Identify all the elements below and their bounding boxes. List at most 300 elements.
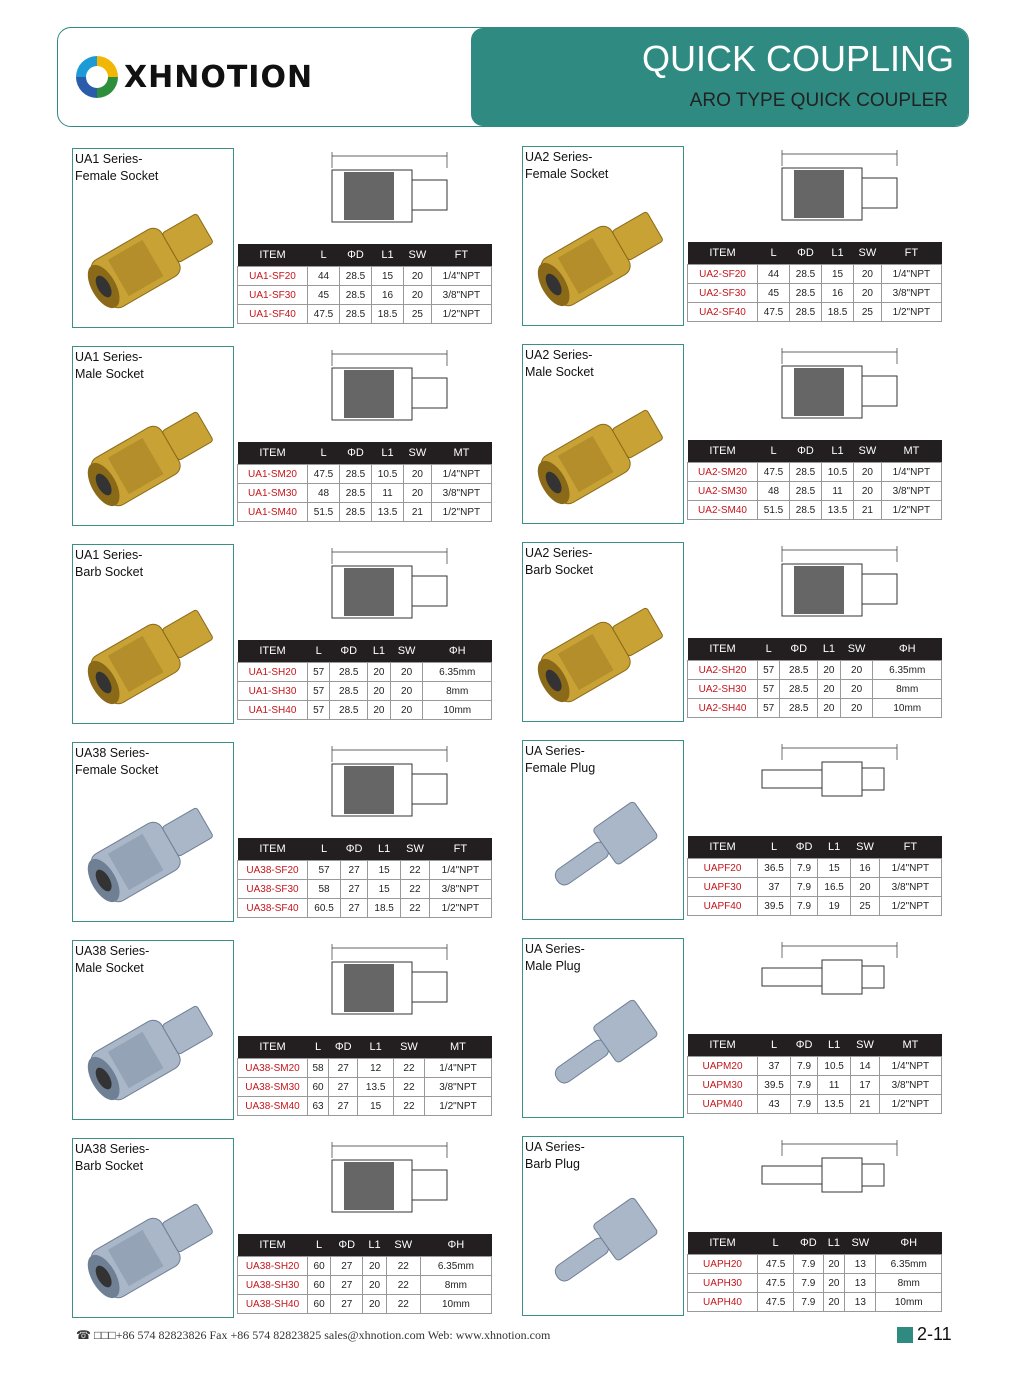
column-header: ITEM — [238, 1036, 308, 1059]
column-header: ITEM — [238, 838, 308, 861]
spec-value: 57 — [308, 701, 330, 720]
coupler-illustration — [528, 389, 678, 519]
product-section — [507, 740, 977, 920]
column-header: L — [758, 1232, 794, 1255]
spec-value: 15 — [368, 861, 401, 880]
spec-value: 20 — [818, 699, 841, 718]
product-photo — [522, 740, 684, 920]
product-photo — [72, 148, 234, 328]
spec-value: 20 — [854, 284, 882, 303]
column-header: L — [758, 638, 780, 661]
column-header: L — [308, 838, 341, 861]
column-header: SW — [851, 836, 880, 859]
spec-value: 15 — [358, 1097, 394, 1116]
spec-table — [687, 1034, 942, 1114]
column-header: ITEM — [688, 1232, 758, 1255]
table-row — [238, 1295, 492, 1314]
technical-drawing — [732, 938, 932, 1028]
brand-name: XHNOTION — [124, 59, 314, 95]
spec-value: 7.9 — [791, 1076, 818, 1095]
table-row — [688, 1293, 942, 1312]
spec-value: 18.5 — [372, 305, 404, 324]
spec-value: 51.5 — [758, 501, 790, 520]
column-header: L — [308, 1036, 329, 1059]
spec-value: 20 — [818, 661, 841, 680]
column-header: SW — [854, 242, 882, 265]
spec-value: 20 — [363, 1257, 386, 1276]
coupler-illustration — [78, 985, 228, 1115]
item-code: UA1-SM40 — [238, 503, 308, 522]
spec-value: 48 — [758, 482, 790, 501]
spec-value: 28.5 — [340, 305, 372, 324]
column-header: ITEM — [688, 836, 758, 859]
column-header: ΦD — [341, 838, 368, 861]
spec-value: 39.5 — [758, 897, 791, 916]
item-code: UA2-SF20 — [688, 265, 758, 284]
spec-value: 47.5 — [758, 303, 790, 322]
column-header: ΦH — [873, 638, 942, 661]
spec-value: 20 — [404, 286, 432, 305]
column-header: L — [308, 1234, 331, 1257]
spec-value: 21 — [851, 1095, 880, 1114]
technical-drawing — [732, 740, 932, 830]
item-code: UA1-SH40 — [238, 701, 308, 720]
spec-value: 51.5 — [308, 503, 340, 522]
item-code: UAPH20 — [688, 1255, 758, 1274]
spec-table — [687, 638, 942, 718]
spec-value: 28.5 — [340, 286, 372, 305]
spec-value: 28.5 — [790, 284, 822, 303]
spec-value: 1/4"NPT — [881, 265, 941, 284]
spec-value: 45 — [758, 284, 790, 303]
column-header: L1 — [363, 1234, 386, 1257]
spec-value: 47.5 — [758, 1274, 794, 1293]
column-header: SW — [845, 1232, 876, 1255]
item-code: UA38-SM40 — [238, 1097, 308, 1116]
spec-value: 27 — [341, 880, 368, 899]
table-row — [238, 305, 492, 324]
column-header: ΦD — [780, 638, 818, 661]
spec-value: 10mm — [876, 1293, 942, 1312]
table-row — [238, 1257, 492, 1276]
spec-value: 20 — [390, 701, 423, 720]
product-section — [57, 1138, 527, 1318]
spec-value: 1/4"NPT — [881, 463, 941, 482]
table-row — [688, 680, 942, 699]
column-header: SW — [401, 838, 430, 861]
item-code: UA2-SM30 — [688, 482, 758, 501]
spec-value: 3/8"NPT — [881, 284, 941, 303]
spec-value: 8mm — [873, 680, 942, 699]
column-header: L1 — [372, 442, 404, 465]
item-code: UA1-SM30 — [238, 484, 308, 503]
product-section — [57, 940, 527, 1120]
coupler-illustration — [78, 391, 228, 521]
spec-value: 8mm — [423, 682, 492, 701]
coupler-illustration — [78, 787, 228, 917]
table-row — [688, 878, 942, 897]
table-row — [688, 303, 942, 322]
footer-contact: ☎ □□□+86 574 82823826 Fax +86 574 82823825 sales@xhnotion.com Web: www.xhnotion.com — [76, 1328, 551, 1342]
spec-value: 13.5 — [358, 1078, 394, 1097]
spec-value: 22 — [394, 1059, 425, 1078]
spec-value: 6.35mm — [873, 661, 942, 680]
technical-drawing — [282, 940, 482, 1030]
spec-value: 47.5 — [308, 305, 340, 324]
technical-drawing — [732, 542, 932, 632]
spec-value: 20 — [823, 1255, 845, 1274]
item-code: UA38-SH20 — [238, 1257, 308, 1276]
spec-value: 28.5 — [340, 267, 372, 286]
item-code: UA2-SH30 — [688, 680, 758, 699]
spec-value: 60.5 — [308, 899, 341, 918]
spec-value: 27 — [331, 1276, 363, 1295]
spec-value: 16 — [372, 286, 404, 305]
spec-value: 13 — [845, 1255, 876, 1274]
spec-value: 20 — [390, 682, 423, 701]
series-label: UA38 Series- Barb Socket — [75, 1142, 150, 1173]
column-header: SW — [404, 442, 432, 465]
spec-value: 21 — [404, 503, 432, 522]
item-code: UA2-SH20 — [688, 661, 758, 680]
table-row — [238, 1078, 492, 1097]
column-header: ITEM — [238, 244, 308, 267]
spec-value: 20 — [368, 701, 391, 720]
column-header: ITEM — [688, 242, 758, 265]
column-header: L1 — [372, 244, 404, 267]
spec-table — [237, 1234, 492, 1314]
column-header: SW — [851, 1034, 880, 1057]
column-header: MT — [881, 440, 941, 463]
spec-value: 20 — [840, 680, 873, 699]
column-header: MT — [424, 1036, 491, 1059]
table-row — [688, 699, 942, 718]
spec-value: 47.5 — [758, 1255, 794, 1274]
item-code: UA2-SM40 — [688, 501, 758, 520]
spec-value: 7.9 — [791, 897, 818, 916]
column-header: ITEM — [238, 1234, 308, 1257]
table-row — [238, 861, 492, 880]
column-header: ΦH — [420, 1234, 491, 1257]
spec-value: 28.5 — [790, 303, 822, 322]
column-header: L1 — [818, 836, 851, 859]
spec-value: 37 — [758, 878, 791, 897]
spec-value: 22 — [401, 899, 430, 918]
table-row — [238, 880, 492, 899]
item-code: UA1-SM20 — [238, 465, 308, 484]
column-header: MT — [431, 442, 491, 465]
spec-value: 13.5 — [822, 501, 854, 520]
technical-drawing — [732, 146, 932, 236]
spec-value: 63 — [308, 1097, 329, 1116]
table-row — [688, 284, 942, 303]
spec-value: 3/8"NPT — [431, 286, 491, 305]
spec-value: 25 — [851, 897, 880, 916]
spec-value: 60 — [308, 1276, 331, 1295]
coupler-illustration — [528, 983, 678, 1113]
technical-drawing — [732, 1136, 932, 1226]
product-photo — [522, 1136, 684, 1316]
spec-value: 57 — [308, 682, 330, 701]
spec-table — [237, 244, 492, 324]
table-row — [238, 682, 492, 701]
item-code: UA1-SH20 — [238, 663, 308, 682]
table-row — [688, 897, 942, 916]
spec-value: 20 — [363, 1276, 386, 1295]
spec-value: 58 — [308, 1059, 329, 1078]
series-label: UA2 Series- Male Socket — [525, 348, 594, 379]
product-section — [507, 938, 977, 1118]
spec-value: 7.9 — [794, 1293, 824, 1312]
spec-value: 57 — [308, 663, 330, 682]
spec-value: 20 — [840, 699, 873, 718]
column-header: L1 — [368, 640, 391, 663]
spec-value: 45 — [308, 286, 340, 305]
item-code: UAPF40 — [688, 897, 758, 916]
spec-value: 57 — [758, 680, 780, 699]
spec-value: 1/4"NPT — [879, 1057, 941, 1076]
item-code: UA38-SF30 — [238, 880, 308, 899]
column-header: L1 — [822, 242, 854, 265]
column-header: ΦH — [876, 1232, 942, 1255]
spec-value: 28.5 — [780, 680, 818, 699]
series-label: UA2 Series- Barb Socket — [525, 546, 594, 577]
spec-value: 20 — [854, 265, 882, 284]
column-header: ΦH — [423, 640, 492, 663]
item-code: UA38-SF20 — [238, 861, 308, 880]
spec-value: 1/4"NPT — [431, 267, 491, 286]
spec-value: 28.5 — [330, 701, 368, 720]
coupler-illustration — [78, 193, 228, 323]
product-photo — [522, 542, 684, 722]
spec-value: 28.5 — [780, 699, 818, 718]
spec-value: 28.5 — [340, 465, 372, 484]
spec-value: 27 — [331, 1295, 363, 1314]
column-header: L — [758, 1034, 791, 1057]
table-row — [688, 1255, 942, 1274]
table-row — [688, 1076, 942, 1095]
spec-value: 8mm — [876, 1274, 942, 1293]
spec-value: 6.35mm — [423, 663, 492, 682]
column-header: L — [308, 244, 340, 267]
spec-value: 8mm — [420, 1276, 491, 1295]
item-code: UAPM30 — [688, 1076, 758, 1095]
column-header: SW — [390, 640, 423, 663]
table-row — [688, 501, 942, 520]
item-code: UA2-SF40 — [688, 303, 758, 322]
spec-value: 27 — [329, 1078, 358, 1097]
spec-value: 6.35mm — [876, 1255, 942, 1274]
spec-value: 16 — [851, 859, 880, 878]
spec-value: 15 — [372, 267, 404, 286]
item-code: UAPH40 — [688, 1293, 758, 1312]
spec-value: 28.5 — [790, 482, 822, 501]
spec-value: 13 — [845, 1274, 876, 1293]
table-row — [238, 899, 492, 918]
spec-value: 22 — [401, 880, 430, 899]
spec-value: 22 — [386, 1295, 420, 1314]
item-code: UA38-SH30 — [238, 1276, 308, 1295]
series-label: UA1 Series- Male Socket — [75, 350, 144, 381]
spec-value: 20 — [854, 463, 882, 482]
spec-table — [687, 1232, 942, 1312]
spec-value: 47.5 — [758, 1293, 794, 1312]
spec-value: 15 — [368, 880, 401, 899]
table-row — [688, 859, 942, 878]
spec-value: 44 — [758, 265, 790, 284]
product-photo — [522, 146, 684, 326]
table-row — [238, 484, 492, 503]
column-header: L — [758, 242, 790, 265]
column-header: FT — [429, 838, 491, 861]
spec-value: 27 — [329, 1097, 358, 1116]
spec-value: 3/8"NPT — [879, 878, 941, 897]
spec-value: 20 — [851, 878, 880, 897]
spec-value: 27 — [341, 861, 368, 880]
column-header: ITEM — [238, 442, 308, 465]
spec-value: 47.5 — [308, 465, 340, 484]
technical-drawing — [282, 1138, 482, 1228]
spec-value: 37 — [758, 1057, 791, 1076]
product-section — [507, 146, 977, 326]
item-code: UAPH30 — [688, 1274, 758, 1293]
item-code: UAPF20 — [688, 859, 758, 878]
spec-value: 10mm — [873, 699, 942, 718]
column-header: SW — [840, 638, 873, 661]
spec-table — [687, 440, 942, 520]
column-header: L1 — [358, 1036, 394, 1059]
table-row — [238, 1097, 492, 1116]
spec-value: 1/2"NPT — [879, 1095, 941, 1114]
spec-value: 7.9 — [794, 1274, 824, 1293]
spec-value: 22 — [394, 1097, 425, 1116]
product-section — [507, 1136, 977, 1316]
spec-value: 28.5 — [330, 663, 368, 682]
table-row — [238, 286, 492, 305]
column-header: MT — [879, 1034, 941, 1057]
item-code: UA1-SF40 — [238, 305, 308, 324]
spec-value: 48 — [308, 484, 340, 503]
spec-value: 27 — [329, 1059, 358, 1078]
item-code: UA38-SF40 — [238, 899, 308, 918]
table-row — [238, 465, 492, 484]
spec-value: 1/2"NPT — [881, 501, 941, 520]
spec-value: 20 — [404, 484, 432, 503]
column-header: ITEM — [688, 1034, 758, 1057]
spec-value: 28.5 — [340, 484, 372, 503]
spec-value: 15 — [822, 265, 854, 284]
column-header: FT — [881, 242, 941, 265]
item-code: UA1-SH30 — [238, 682, 308, 701]
spec-value: 57 — [758, 699, 780, 718]
spec-value: 22 — [386, 1257, 420, 1276]
technical-drawing — [282, 742, 482, 832]
column-header: L — [308, 640, 330, 663]
table-row — [238, 663, 492, 682]
table-row — [688, 463, 942, 482]
column-header: SW — [386, 1234, 420, 1257]
column-header: SW — [404, 244, 432, 267]
column-header: ΦD — [794, 1232, 824, 1255]
column-header: ΦD — [791, 1034, 818, 1057]
spec-table — [687, 836, 942, 916]
product-photo — [72, 940, 234, 1120]
column-header: ΦD — [790, 440, 822, 463]
column-header: L1 — [368, 838, 401, 861]
spec-value: 16.5 — [818, 878, 851, 897]
brand-logo-icon — [72, 52, 122, 102]
spec-value: 22 — [394, 1078, 425, 1097]
page-title: QUICK COUPLING — [641, 38, 954, 79]
spec-value: 27 — [341, 899, 368, 918]
column-header: ITEM — [238, 640, 308, 663]
product-photo — [72, 742, 234, 922]
column-header: L1 — [822, 440, 854, 463]
spec-value: 3/8"NPT — [429, 880, 491, 899]
series-label: UA Series- Barb Plug — [525, 1140, 585, 1171]
table-row — [238, 1059, 492, 1078]
spec-value: 47.5 — [758, 463, 790, 482]
spec-value: 11 — [822, 482, 854, 501]
item-code: UA1-SF30 — [238, 286, 308, 305]
product-photo — [72, 346, 234, 526]
spec-value: 20 — [854, 482, 882, 501]
spec-value: 7.9 — [791, 1095, 818, 1114]
item-code: UA2-SH40 — [688, 699, 758, 718]
series-label: UA38 Series- Male Socket — [75, 944, 150, 975]
page-marker — [897, 1327, 913, 1343]
product-section — [57, 544, 527, 724]
spec-value: 1/2"NPT — [431, 305, 491, 324]
coupler-illustration — [78, 1183, 228, 1313]
spec-value: 60 — [308, 1078, 329, 1097]
spec-value: 1/2"NPT — [424, 1097, 491, 1116]
spec-value: 18.5 — [822, 303, 854, 322]
series-label: UA Series- Female Plug — [525, 744, 596, 775]
coupler-illustration — [528, 191, 678, 321]
table-row — [238, 1276, 492, 1295]
column-header: ΦD — [790, 242, 822, 265]
spec-value: 7.9 — [791, 878, 818, 897]
spec-table — [237, 1036, 492, 1116]
table-row — [688, 661, 942, 680]
spec-value: 1/4"NPT — [429, 861, 491, 880]
spec-value: 20 — [368, 682, 391, 701]
spec-value: 25 — [404, 305, 432, 324]
table-row — [688, 482, 942, 501]
table-row — [238, 701, 492, 720]
item-code: UAPM20 — [688, 1057, 758, 1076]
spec-value: 28.5 — [340, 503, 372, 522]
spec-value: 39.5 — [758, 1076, 791, 1095]
series-label: UA1 Series- Barb Socket — [75, 548, 144, 579]
table-row — [238, 267, 492, 286]
technical-drawing — [282, 346, 482, 436]
series-label: UA38 Series- Female Socket — [75, 746, 159, 777]
column-header: ΦD — [340, 442, 372, 465]
spec-value: 28.5 — [790, 501, 822, 520]
table-row — [688, 265, 942, 284]
spec-value: 58 — [308, 880, 341, 899]
spec-value: 13 — [845, 1293, 876, 1312]
page-subtitle: ARO TYPE QUICK COUPLER — [689, 90, 948, 111]
column-header: SW — [394, 1036, 425, 1059]
column-header: ΦD — [330, 640, 368, 663]
product-section — [57, 346, 527, 526]
column-header: L — [308, 442, 340, 465]
spec-value: 60 — [308, 1257, 331, 1276]
item-code: UAPM40 — [688, 1095, 758, 1114]
